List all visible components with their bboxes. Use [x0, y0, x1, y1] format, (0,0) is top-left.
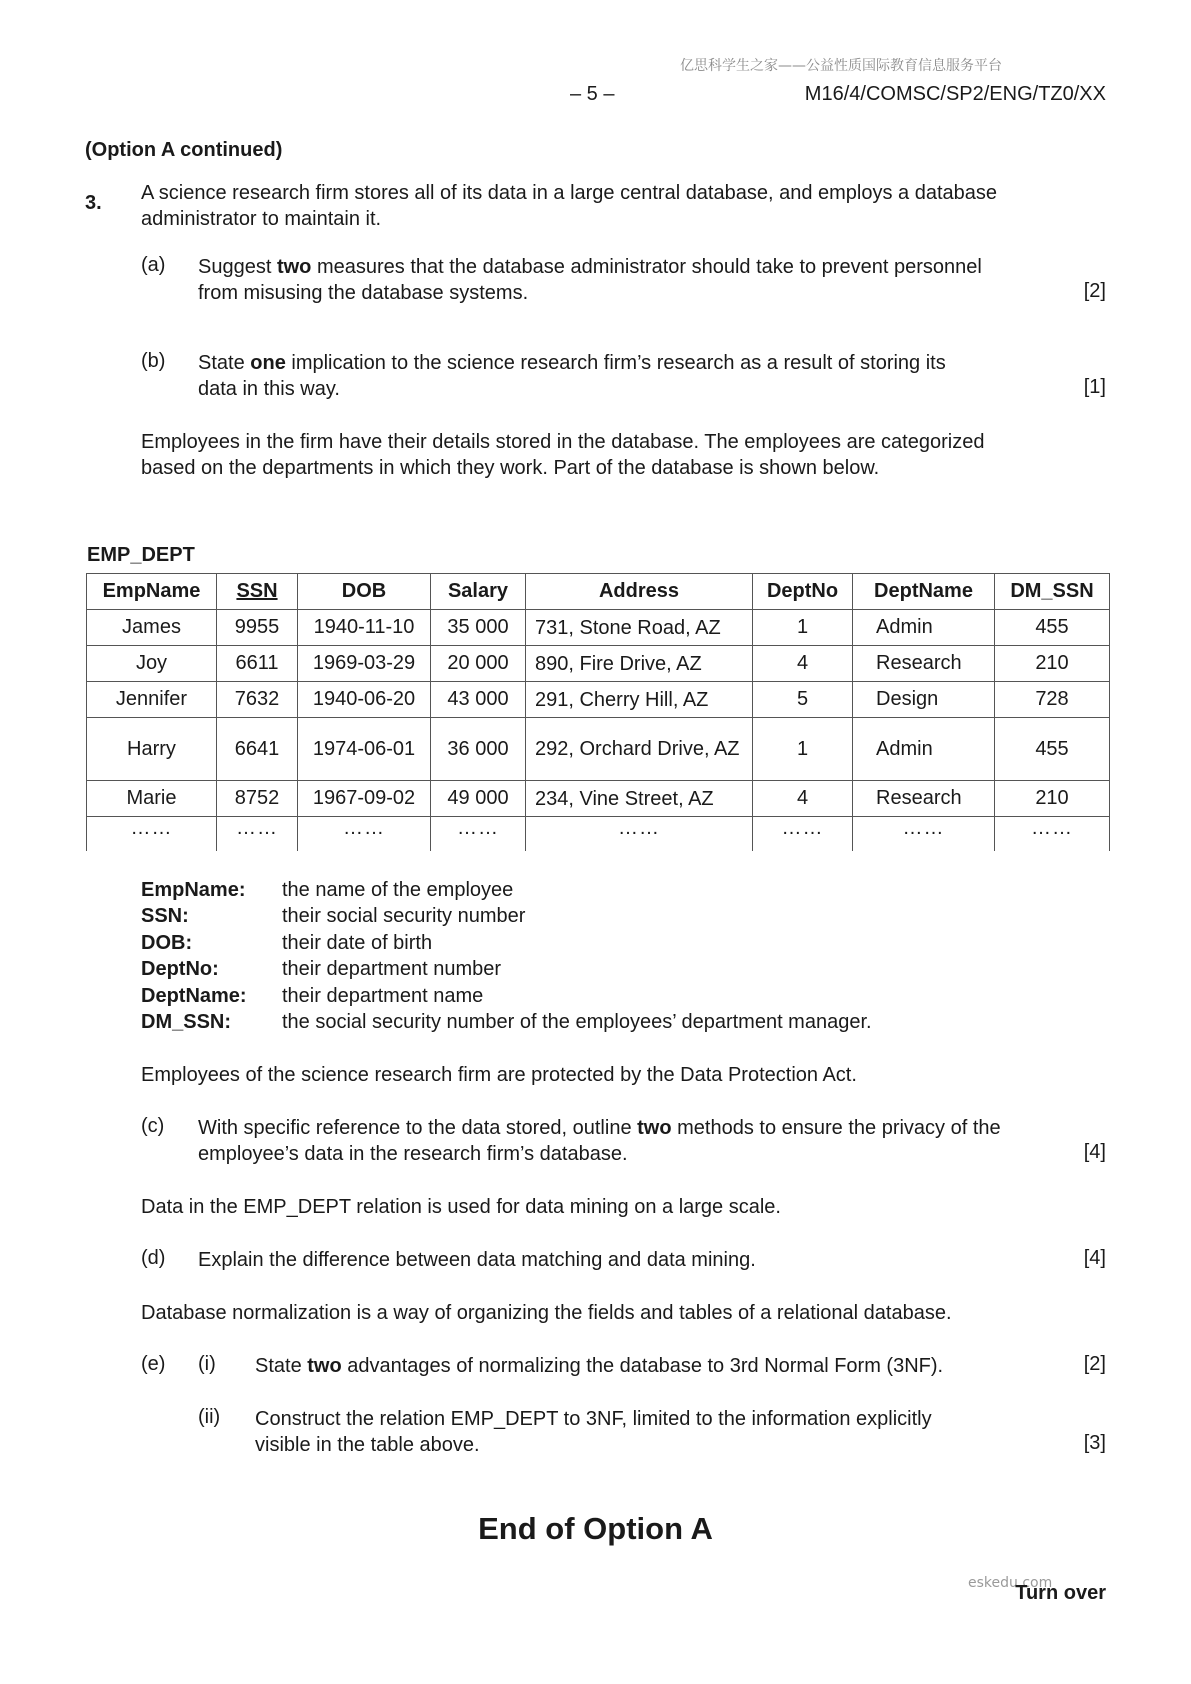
cell-empname: Marie	[87, 781, 217, 817]
cell-dob: 1974-06-01	[298, 718, 431, 781]
part-e-i-rest: advantages of normalizing the database to 3rd Normal Form (3NF).	[341, 1355, 944, 1377]
part-c-line2: employee’s data in the research firm’s database.	[198, 1143, 628, 1165]
cell-ellipsis: ……	[431, 817, 526, 852]
table-title: EMP_DEPT	[87, 544, 195, 566]
definition-row	[141, 1009, 872, 1035]
part-a-line2: from misusing the database systems.	[198, 282, 529, 304]
option-continued-heading: (Option A continued)	[85, 139, 283, 161]
emp-dept-table	[86, 573, 1110, 851]
cell-deptname: Admin	[853, 718, 995, 781]
definition-desc: their date of birth	[282, 931, 433, 954]
cell-empname: Joy	[87, 646, 217, 682]
part-d	[141, 1247, 1106, 1277]
table-row	[87, 610, 1110, 646]
table-row	[87, 646, 1110, 682]
cell-ssn: 7632	[217, 682, 298, 718]
table-header-row	[87, 574, 1110, 610]
col-header-ssn-text: SSN	[236, 580, 278, 602]
cell-empname: Jennifer	[87, 682, 217, 718]
part-e-i-text	[255, 1353, 943, 1379]
cell-ellipsis: ……	[298, 817, 431, 852]
definition-desc: the social security number of the employees’ department manager.	[282, 1011, 872, 1034]
definition-desc: the name of the employee	[282, 879, 514, 901]
part-b-marks: [1]	[1083, 376, 1106, 398]
part-b-line2: data in this way.	[198, 378, 340, 400]
cell-deptno: 1	[753, 718, 853, 781]
cell-address: 731, Stone Road, AZ	[526, 610, 753, 646]
cell-deptno: 1	[753, 610, 853, 646]
definition-desc: their department number	[282, 958, 502, 981]
part-a	[141, 254, 1106, 314]
cell-dob: 1969-03-29	[298, 646, 431, 682]
part-c-label: (c)	[141, 1115, 165, 1137]
turn-over-label: Turn over	[1015, 1582, 1106, 1604]
part-c-pre: With specific reference to the data stored, outline	[198, 1117, 638, 1139]
part-c-marks: [4]	[1083, 1141, 1106, 1163]
cell-ellipsis: ……	[526, 817, 753, 852]
part-e-label: (e)	[141, 1353, 166, 1375]
part-e	[141, 1353, 1106, 1468]
part-e-ii-line1: Construct the relation EMP_DEPT to 3NF, limited to the information explicitly	[255, 1408, 932, 1430]
col-header-deptname: DeptName	[853, 574, 995, 610]
cell-salary: 49 000	[431, 781, 526, 817]
cell-dm-ssn: 210	[995, 646, 1110, 682]
definition-row	[141, 930, 872, 956]
part-c	[141, 1115, 1106, 1175]
data-protection-paragraph: Employees of the science research firm are protected by the Data Protection Act.	[141, 1064, 857, 1086]
part-b-label: (b)	[141, 350, 166, 372]
cell-ellipsis: ……	[853, 817, 995, 852]
cell-salary: 35 000	[431, 610, 526, 646]
cell-deptname: Design	[853, 682, 995, 718]
header-watermark: 亿思科学生之家——公益性质国际教育信息服务平台	[680, 58, 1002, 74]
part-d-marks: [4]	[1083, 1247, 1106, 1269]
cell-ssn: 6611	[217, 646, 298, 682]
cell-address: 291, Cherry Hill, AZ	[526, 682, 753, 718]
cell-deptname: Admin	[853, 610, 995, 646]
cell-deptno: 5	[753, 682, 853, 718]
part-a-text	[198, 254, 1058, 306]
cell-empname: Harry	[87, 718, 217, 781]
definition-term: SSN:	[141, 905, 189, 928]
page-number: – 5 –	[570, 83, 615, 105]
part-c-line1: methods to ensure the privacy of the	[671, 1117, 1001, 1139]
definition-term: EmpName:	[141, 879, 246, 901]
part-d-label: (d)	[141, 1247, 166, 1269]
part-e-i-bold: two	[307, 1355, 342, 1377]
definition-row	[141, 956, 872, 982]
cell-ellipsis: ……	[87, 817, 217, 852]
cell-salary: 20 000	[431, 646, 526, 682]
cell-dm-ssn: 210	[995, 781, 1110, 817]
paper-code: M16/4/COMSC/SP2/ENG/TZ0/XX	[804, 83, 1106, 105]
table-row-ellipsis	[87, 817, 1110, 852]
footer-watermark: eskedu.com	[968, 1575, 1053, 1591]
part-b-pre: State	[198, 352, 251, 374]
part-e-ii-label: (ii)	[198, 1406, 221, 1428]
cell-ellipsis: ……	[995, 817, 1110, 852]
cell-dm-ssn: 455	[995, 610, 1110, 646]
part-e-i-label: (i)	[198, 1353, 216, 1375]
definition-row	[141, 903, 872, 929]
definition-desc: their department name	[282, 984, 484, 1007]
part-a-label: (a)	[141, 254, 166, 276]
col-header-deptno: DeptNo	[753, 574, 853, 610]
cell-address: 292, Orchard Drive, AZ	[526, 718, 753, 781]
cell-deptname: Research	[853, 646, 995, 682]
part-c-text	[198, 1115, 1098, 1167]
definition-term: DOB:	[141, 931, 193, 954]
col-header-salary: Salary	[431, 574, 526, 610]
cell-deptno: 4	[753, 781, 853, 817]
part-e-i-marks: [2]	[1083, 1353, 1106, 1375]
part-e-ii-marks: [3]	[1083, 1432, 1106, 1454]
data-mining-paragraph: Data in the EMP_DEPT relation is used for data mining on a large scale.	[141, 1196, 781, 1218]
cell-dm-ssn: 455	[995, 718, 1110, 781]
cell-ellipsis: ……	[217, 817, 298, 852]
definition-term: DeptNo:	[141, 958, 219, 981]
part-a-line1: measures that the database administrator should take to prevent personnel	[311, 256, 982, 278]
cell-dob: 1967-09-02	[298, 781, 431, 817]
question-number: 3.	[85, 192, 102, 214]
part-a-bold: two	[276, 256, 312, 278]
part-c-bold: two	[637, 1117, 672, 1139]
cell-address: 234, Vine Street, AZ	[526, 781, 753, 817]
definition-desc: their social security number	[282, 905, 526, 928]
cell-dob: 1940-11-10	[298, 610, 431, 646]
col-header-ssn	[217, 574, 298, 610]
normalization-paragraph: Database normalization is a way of organizing the fields and tables of a relational database.	[141, 1302, 952, 1324]
end-of-option-heading: End of Option A	[478, 1511, 713, 1546]
part-b-line1: implication to the science research firm’s research as a result of storing its	[285, 352, 946, 374]
cell-deptname: Research	[853, 781, 995, 817]
table-row	[87, 682, 1110, 718]
definition-row	[141, 877, 872, 903]
cell-deptno: 4	[753, 646, 853, 682]
part-b-text	[198, 350, 1058, 402]
cell-address: 890, Fire Drive, AZ	[526, 646, 753, 682]
definition-term: DM_SSN:	[141, 1011, 232, 1034]
table-row	[87, 718, 1110, 781]
cell-dob: 1940-06-20	[298, 682, 431, 718]
part-d-text: Explain the difference between data matching and data mining.	[198, 1249, 756, 1271]
part-b	[141, 350, 1106, 410]
cell-salary: 36 000	[431, 718, 526, 781]
part-a-pre: Suggest	[198, 256, 277, 278]
table-row	[87, 781, 1110, 817]
cell-empname: James	[87, 610, 217, 646]
cell-ssn: 9955	[217, 610, 298, 646]
question-intro: A science research firm stores all of its data in a large central database, and employs a database administrator to maintain it.	[141, 182, 998, 230]
col-header-dm-ssn: DM_SSN	[995, 574, 1110, 610]
part-e-ii-text	[255, 1406, 1055, 1458]
part-e-ii-line2: visible in the table above.	[255, 1434, 480, 1456]
col-header-dob: DOB	[298, 574, 431, 610]
col-header-empname: EmpName	[87, 574, 217, 610]
employees-paragraph: Employees in the firm have their details stored in the database. The employees are categorized based on the departments in which they work. Part of the database is shown below.	[141, 431, 985, 479]
definition-row	[141, 983, 872, 1009]
cell-dm-ssn: 728	[995, 682, 1110, 718]
col-header-address: Address	[526, 574, 753, 610]
definition-term: DeptName:	[141, 984, 247, 1007]
part-e-i-pre: State	[255, 1355, 308, 1377]
cell-ssn: 8752	[217, 781, 298, 817]
cell-salary: 43 000	[431, 682, 526, 718]
cell-ssn: 6641	[217, 718, 298, 781]
cell-ellipsis: ……	[753, 817, 853, 852]
part-a-marks: [2]	[1083, 280, 1106, 302]
field-definitions	[141, 877, 872, 1035]
part-b-bold: one	[250, 352, 286, 374]
